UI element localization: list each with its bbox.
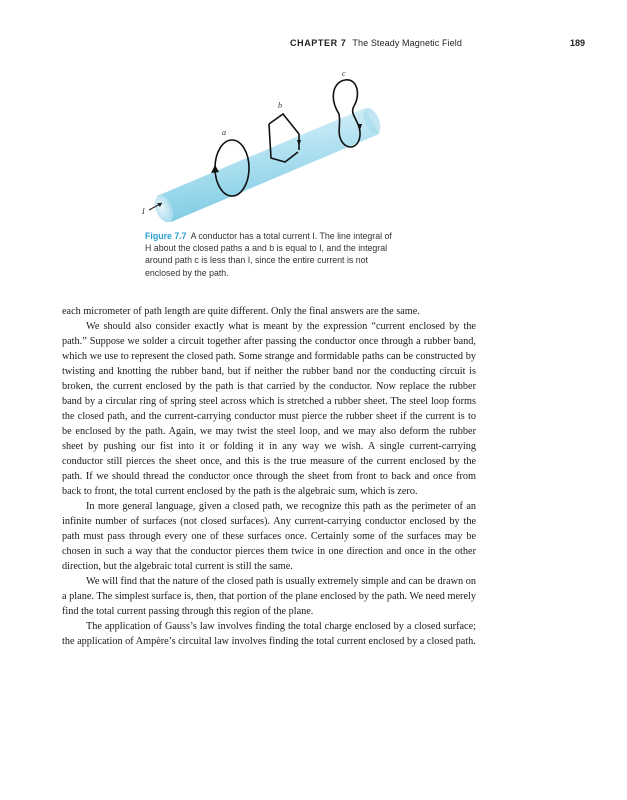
figure-caption (145, 230, 400, 279)
chapter-label: CHAPTER 7 (290, 38, 347, 48)
paragraph-4: We will find that the nature of the closed path is usually extremely simple and can be drawn on a plane. The simplest surface is, then, that portion of the plane enclosed by the path. We need merely find the total current passing through this region of the plane. (62, 576, 476, 617)
paragraph-3: In more general language, given a closed path, we recognize this path as the perimeter of an infinite number of surfaces (not closed surfaces). Any current-carrying conductor enclosed by the path must pass through every one of these surfaces once. Certainly some of the surfaces may be chosen in such a way that the conductor pierces them twice in one direction and once in the other direction, but the algebraic total current is still the same. (62, 501, 476, 572)
body-text (62, 304, 476, 649)
label-current: I (142, 207, 145, 216)
conductor-body (157, 108, 379, 222)
page-header (0, 38, 627, 52)
label-c: c (342, 69, 346, 78)
caption-text: A conductor has a total current I. The line integral of H about the closed paths a and b is equal to I, and the integral around path c is less than I, since the entire current is not enclosed by the path. (145, 231, 392, 278)
paragraph-5: The application of Gauss’s law involves finding the total charge enclosed by a closed surface; the application of Ampère’s circuital law involves finding the total current enclosed by a closed path. (62, 621, 476, 647)
page-number: 189 (570, 38, 586, 48)
conductor-diagram (133, 68, 393, 226)
running-head (290, 38, 462, 48)
label-a: a (222, 128, 226, 137)
chapter-title: The Steady Magnetic Field (352, 38, 462, 48)
label-b: b (278, 101, 282, 110)
caption-label: Figure 7.7 (145, 231, 187, 241)
figure-7-7 (133, 68, 393, 226)
paragraph-2: We should also consider exactly what is meant by the expression “current enclosed by the path.” Suppose we solder a circuit together after passing the conductor once through a rubber band, which we use to represent the closed path. Some strange and formidable paths can be constructed by twisting and knotting the rubber band, but if neither the rubber band nor the conducting circuit is broken, the current enclosed by the path is that carried by the conductor. Now replace the rubber band by a circular ring of spring steel across which is stretched a rubber sheet. The steel loop forms the closed path, and the current-carrying conductor must pierce the rubber sheet if the current is to be enclosed by the path. Again, we may twist the steel loop, and we may also deform the rubber sheet by pushing our fist into it or folding it in any way we wish. A single current-carrying conductor still pierces the sheet once, and this is the true measure of the current enclosed by the path. If we should thread the conductor once through the sheet from front to back and once from back to front, the total current enclosed by the path is the algebraic sum, which is zero. (62, 321, 476, 497)
paragraph-1: each micrometer of path length are quite different. Only the final answers are the same. (62, 306, 420, 317)
path-a-arrow-icon (211, 165, 219, 173)
